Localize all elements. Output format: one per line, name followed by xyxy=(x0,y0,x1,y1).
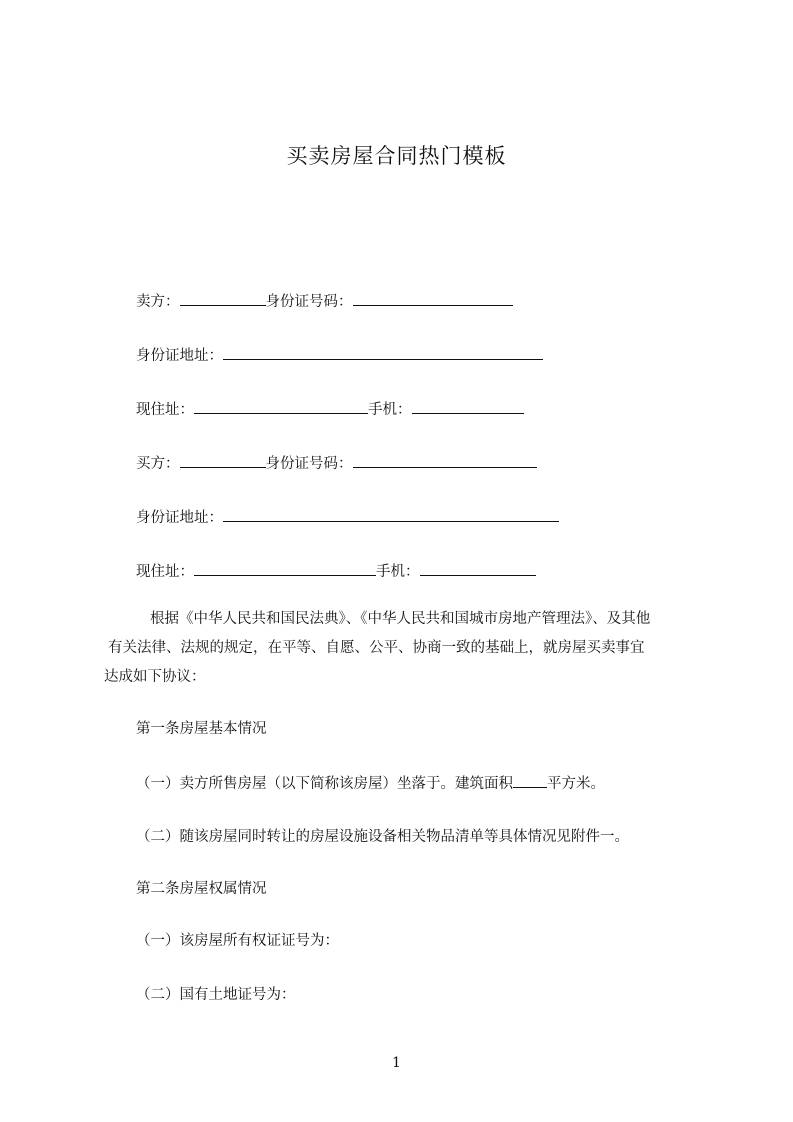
buyer-id-blank[interactable] xyxy=(353,452,537,468)
buyer-phone-label: 手机： xyxy=(376,564,420,580)
area-blank[interactable] xyxy=(513,772,547,788)
buyer-id-address-label: 身份证地址： xyxy=(136,510,223,526)
seller-line xyxy=(136,290,513,313)
seller-current-address-line xyxy=(136,398,524,421)
document-title: 买卖房屋合同热门模板 xyxy=(286,144,507,168)
article-2-item-1: （一）该房屋所有权证证号为： xyxy=(136,933,339,949)
seller-id-address-blank[interactable] xyxy=(223,344,543,360)
buyer-id-label: 身份证号码： xyxy=(265,456,353,472)
seller-name-blank[interactable] xyxy=(180,290,266,306)
buyer-current-address-label: 现住址： xyxy=(136,564,194,580)
buyer-current-address-blank[interactable] xyxy=(194,560,376,576)
article-1-item-1-unit: 平方米。 xyxy=(547,776,605,792)
seller-id-blank[interactable] xyxy=(353,290,513,306)
buyer-label: 买方： xyxy=(136,456,180,472)
seller-phone-label: 手机： xyxy=(368,402,412,418)
page-number: 1 xyxy=(392,1055,401,1071)
preamble-line-3: 达成如下协议： xyxy=(104,669,206,685)
seller-label: 卖方： xyxy=(136,294,180,310)
article-1-item-1 xyxy=(136,772,605,795)
seller-id-address-label: 身份证地址： xyxy=(136,348,223,364)
buyer-current-address-line xyxy=(136,560,536,583)
buyer-id-address-line xyxy=(136,506,559,529)
buyer-name-blank[interactable] xyxy=(180,452,266,468)
buyer-line xyxy=(136,452,537,475)
article-2-heading: 第二条房屋权属情况 xyxy=(136,881,267,897)
preamble-line-2: 有关法律、法规的规定，在平等、自愿、公平、协商一致的基础上，就房屋买卖事宜 xyxy=(108,640,645,656)
seller-id-label: 身份证号码： xyxy=(265,294,353,310)
seller-id-address-line xyxy=(136,344,543,367)
article-1-item-2: （二）随该房屋同时转让的房屋设施设备相关物品清单等具体情况见附件一。 xyxy=(136,829,629,845)
article-1-heading: 第一条房屋基本情况 xyxy=(136,721,267,737)
buyer-id-address-blank[interactable] xyxy=(223,506,559,522)
article-1-item-1-text: （一）卖方所售房屋（以下简称该房屋）坐落于。建筑面积 xyxy=(136,776,513,792)
preamble-line-1: 根据《中华人民共和国民法典》、《中华人民共和国城市房地产管理法》、及其他 xyxy=(150,611,651,627)
article-2-item-2: （二）国有土地证号为： xyxy=(136,987,296,1003)
seller-phone-blank[interactable] xyxy=(412,398,524,414)
buyer-phone-blank[interactable] xyxy=(420,560,536,576)
seller-current-address-label: 现住址： xyxy=(136,402,194,418)
seller-current-address-blank[interactable] xyxy=(194,398,368,414)
